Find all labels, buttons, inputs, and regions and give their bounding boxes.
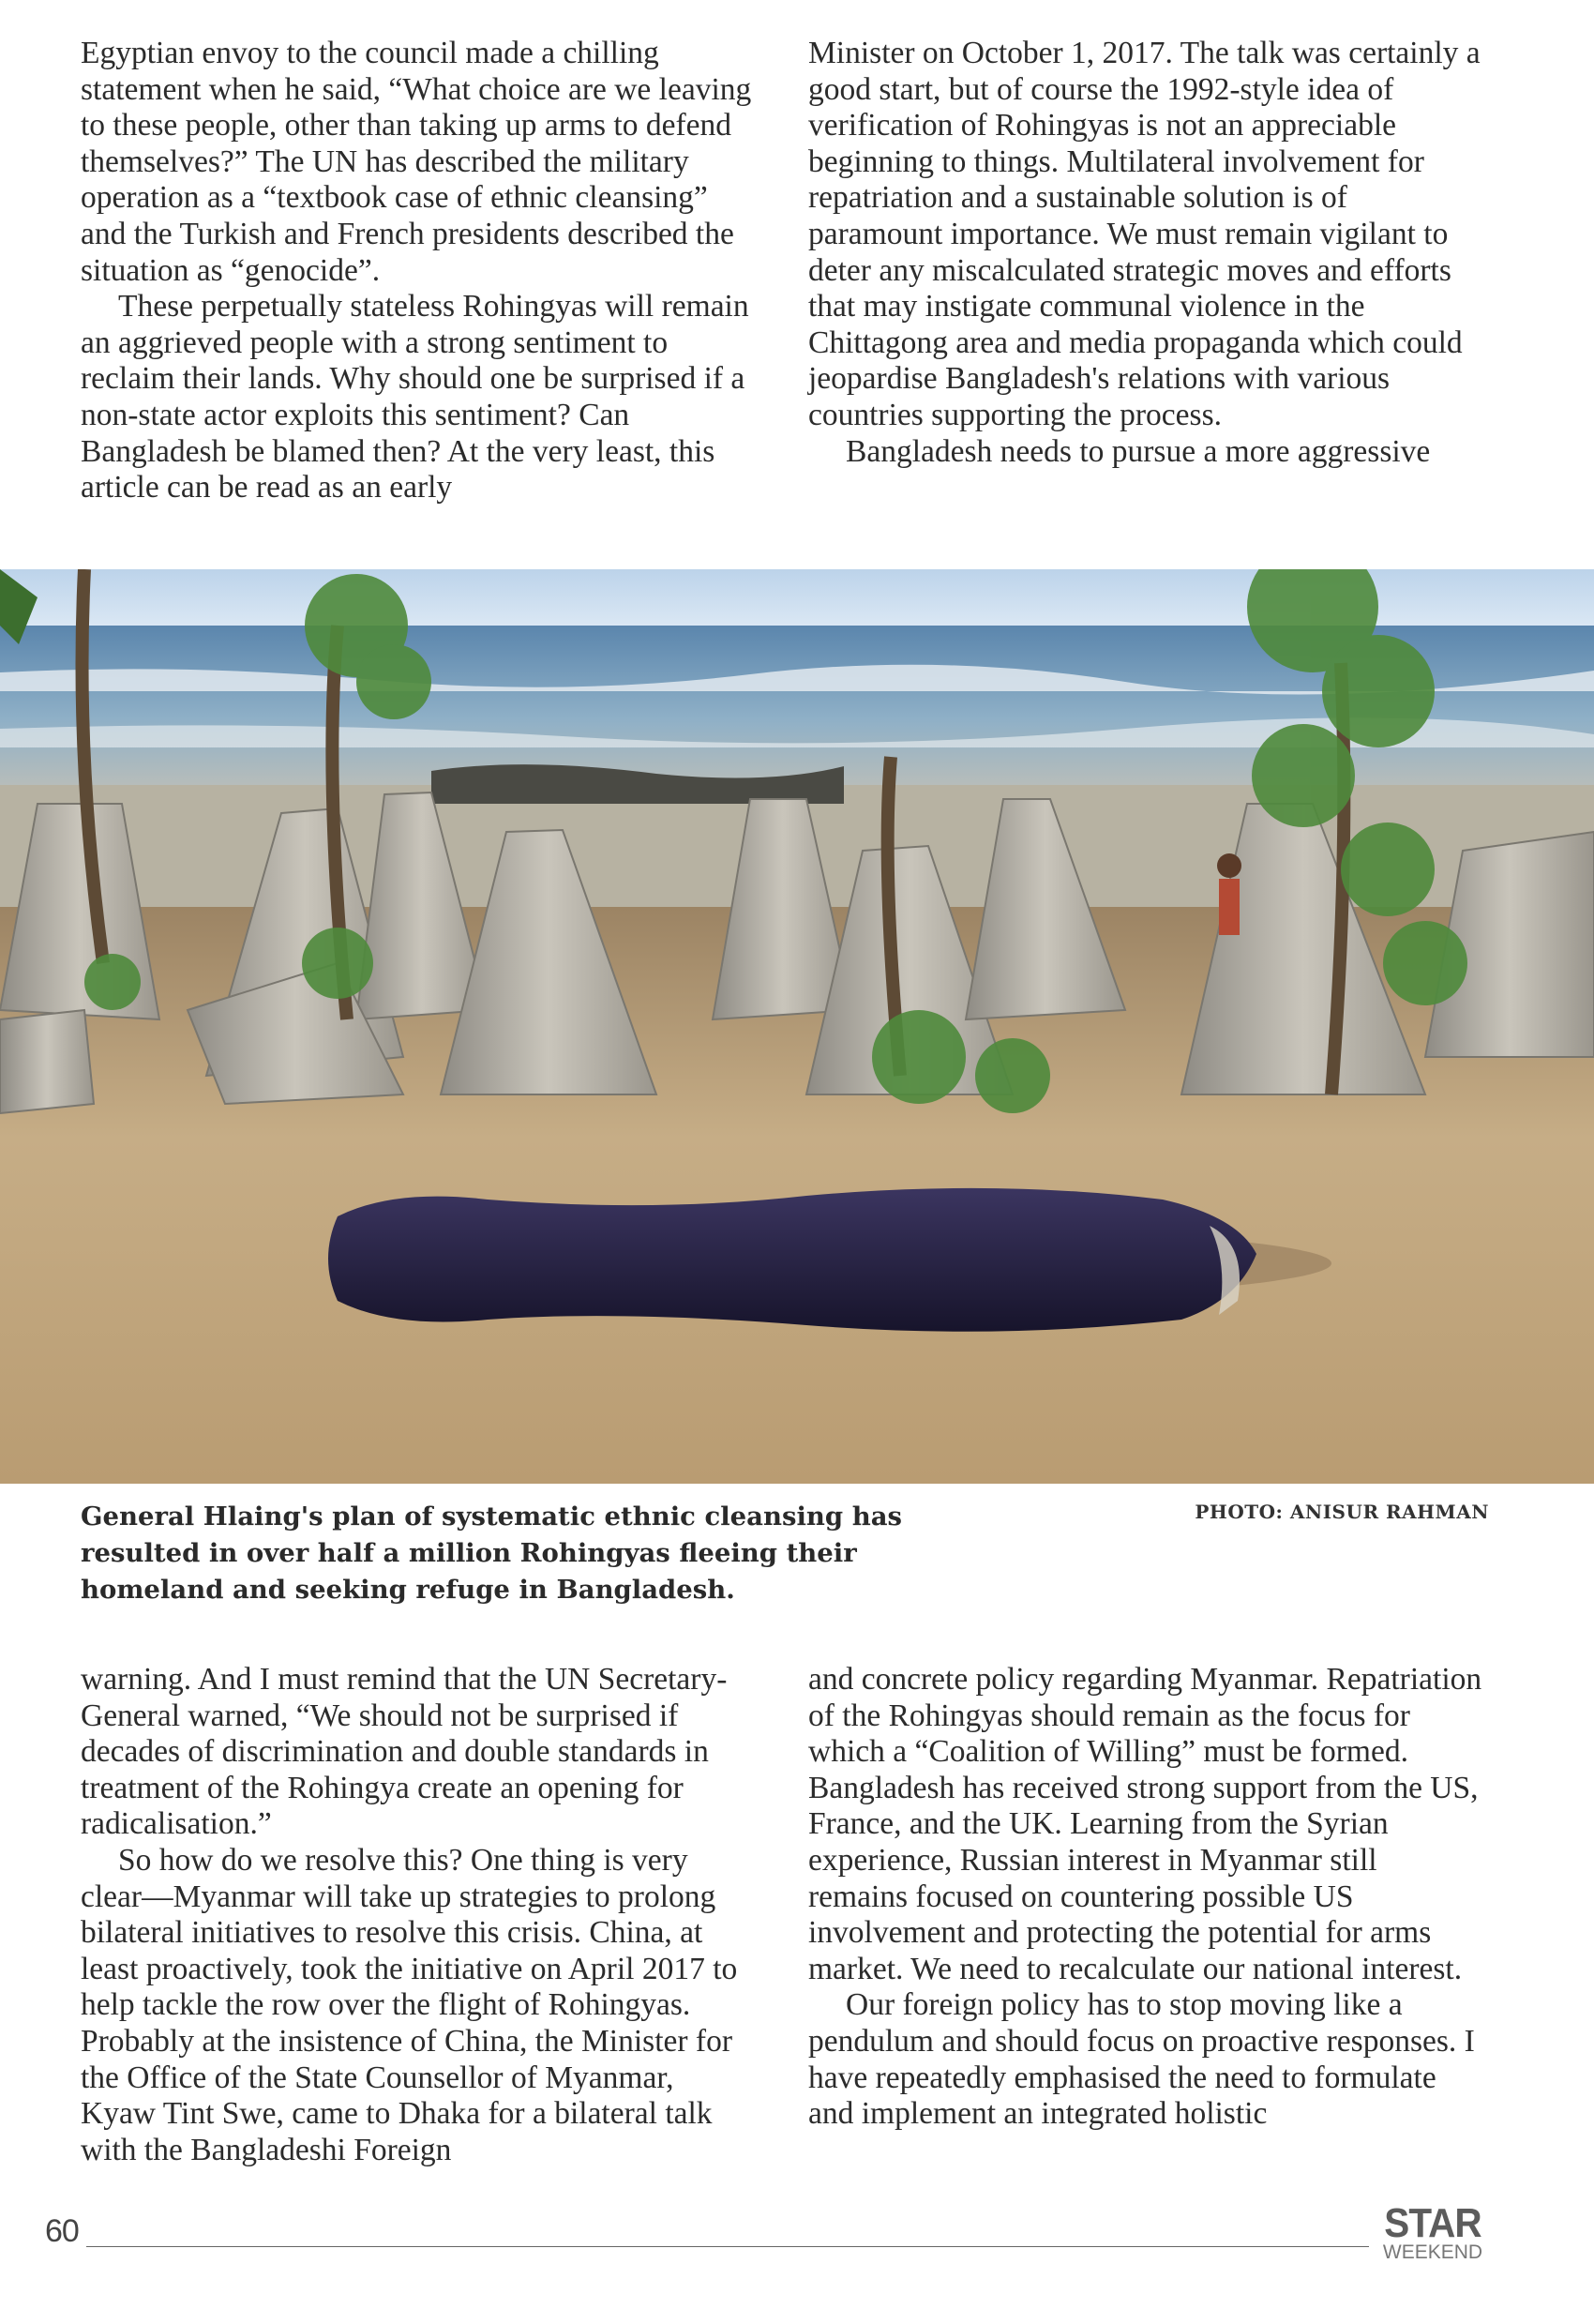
paragraph: Bangladesh needs to pursue a more aggressive [846, 433, 1431, 469]
logo-star-text: STAR [1384, 2200, 1481, 2246]
paragraph: These perpetually stateless Rohingyas will remain an aggrieved people with a strong sentiment to reclaim their lands. Why should one be surprised if a non-state actor exploits this sentiment? Can Bangladesh be blamed then? At the very least, this article can be read as an early [81, 289, 749, 506]
paragraph: Minister on October 1, 2017. The talk was certainly a good start, but of course the 1992-style idea of verification of Rohingyas is not an appreciable beginning to things. Multilateral involvement for repatriation and a sustainable solution is of paramount importance. We must remain vigilant to deter any miscalculated strategic moves and efforts that may instigate communal violence in the Chittagong area and media propaganda which could jeopardise Bangladesh's relations with various countries supporting the process. [808, 36, 1481, 432]
article-column-bottom-left [81, 1662, 756, 2168]
news-photo [0, 569, 1594, 1484]
publication-logo [1376, 2200, 1489, 2263]
photo-credit: PHOTO: ANISUR RAHMAN [1195, 1501, 1489, 1523]
page-number: 60 [45, 2213, 79, 2249]
article-column-bottom-right [808, 1662, 1483, 2133]
article-column-top-right [808, 36, 1483, 470]
logo-weekend-text: WEEKEND [1382, 2241, 1483, 2263]
paragraph: Our foreign policy has to stop moving like a pendulum and should focus on proactive responses. I have repeatedly emphasised the need to formulate and implement an integrated holistic [808, 1987, 1475, 2132]
paragraph: and concrete policy regarding Myanmar. Repatriation of the Rohingyas should remain as the focus for which a “Coalition of Willing” must be formed. Bangladesh has received strong support from the US, France, and the UK. Learning from the Syrian experience, Russian interest in Myanmar still remains focused on countering possible US involvement and protecting the potential for arms market. We need to recalculate our national interest. [808, 1662, 1482, 1986]
article-column-top-left [81, 36, 756, 506]
footer-rule [86, 2246, 1369, 2247]
paragraph: So how do we resolve this? One thing is very clear—Myanmar will take up strategies to prolong bilateral initiatives to resolve this crisis. China, at least proactively, took the initiative on April 2017 to help tackle the row over the flight of Rohingyas. Probably at the insistence of China, the Minister for the Office of the State Counsellor of Myanmar, Kyaw Tint Swe, came to Dhaka for a bilateral talk with the Bangladeshi Foreign [81, 1842, 738, 2167]
beach-scene-illustration [0, 569, 1594, 1484]
paragraph: Egyptian envoy to the council made a chilling statement when he said, “What choice are we leaving to these people, other than taking up arms to defend themselves?” The UN has described the military operation as a “textbook case of ethnic cleansing” and the Turkish and French presidents described the situation as “genocide”. [81, 36, 752, 288]
paragraph: warning. And I must remind that the UN Secretary-General warned, “We should not be surprised if decades of discrimination and double standards in treatment of the Rohingya create an opening for radicalisation.” [81, 1662, 728, 1842]
photo-caption: General Hlaing's plan of systematic ethnic cleansing has resulted in over half a million Rohingyas fleeing their homeland and seeking refuge in Bangladesh. [81, 1502, 902, 1605]
